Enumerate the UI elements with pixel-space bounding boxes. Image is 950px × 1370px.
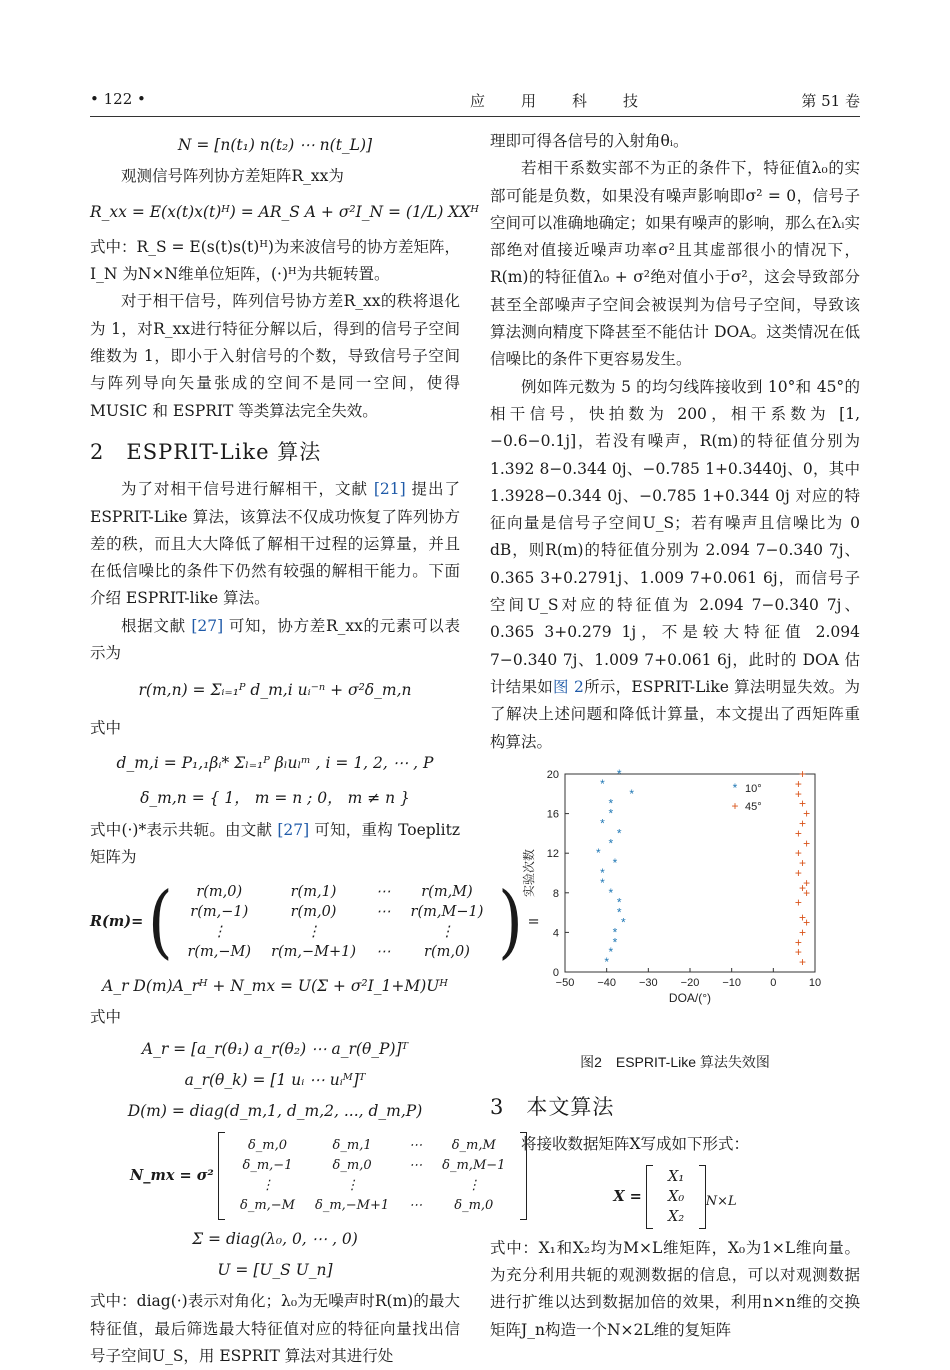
data-point-45deg: + xyxy=(803,806,811,821)
data-point-10deg: * xyxy=(600,776,605,791)
data-point-45deg: + xyxy=(794,895,802,910)
data-point-10deg: * xyxy=(608,796,614,811)
figure-2-chart xyxy=(490,762,860,1047)
data-point-10deg: * xyxy=(600,816,605,831)
paragraph-coherent: 对于相干信号，阵列信号协方差R_xx的秩将退化为 1，对R_xx进行特征分解以后，得到的信号子空间维数为 1，即小于入射信号的个数，导致信号子空间与阵列导向矢量张成的空间不是同一空间，使得 MUSIC 和 ESPRIT 等类算法完全失效。 xyxy=(90,292,460,420)
citation-27[interactable]: [27] xyxy=(191,616,224,635)
paragraph-negative-eigen: 若相干系数实部不为正的条件下，特征值λ₀的实部可能是负数，如果没有噪声影响即σ² = 0，信号子空间可以准确地确定；如果有噪声的影响，那么在λᵢ实部绝对值接近噪声功率σ²且其虚部很小的情况下，R(m)的特征值λ₀ + σ²绝对值小于σ²，这会导致部分甚至全部噪声子空间会被误判为信号子空间，导致该算法测向精度下降甚至不能估计 DOA。这类情况在低信噪比的条件下更容易发生。 xyxy=(490,159,860,369)
data-point-45deg: + xyxy=(798,796,807,811)
scatter-plot xyxy=(490,762,860,1012)
y-tick-label: 4 xyxy=(552,927,559,940)
matrix-x-table: X₁ X₀ X₂ xyxy=(668,1168,685,1225)
paragraph-covariance-intro: 观测信号阵列协方差矩阵R_xx为 xyxy=(121,167,344,186)
data-point-10deg: * xyxy=(608,885,614,900)
matrix-x xyxy=(490,1165,860,1229)
x-tick-label: −40 xyxy=(597,976,617,989)
citation-21[interactable]: [21] xyxy=(373,480,406,499)
legend-marker: * xyxy=(732,780,738,795)
paragraph-ref27: 根据文献 [27] 可知，协方差R_xx的元素可以表示为 xyxy=(90,616,460,663)
y-tick-label: 0 xyxy=(552,966,559,979)
data-point-45deg: + xyxy=(794,786,802,801)
section-heading-2: 2 ESPRIT-Like 算法 xyxy=(90,439,322,464)
data-point-10deg: * xyxy=(629,786,635,801)
matrix-toeplitz-label: R(m)= xyxy=(90,913,144,931)
equation-u: U = [U_S U_n] xyxy=(217,1260,333,1279)
x-tick-label: 0 xyxy=(770,976,777,989)
equation-covariance: R_xx = E(x(t)x(t)ᴴ) = AR_S A + σ²I_N = (1/L) XXᴴ xyxy=(90,202,479,221)
data-point-10deg: * xyxy=(608,806,614,821)
data-point-45deg: + xyxy=(803,885,811,900)
journal-title: 应 用 科 技 xyxy=(470,92,641,110)
paragraph-where-rs: 式中：R_S = E(s(t)s(t)ᴴ)为来波信号的协方差矩阵，I_N 为N×N维单位矩阵，(·)ᴴ为共轭转置。 xyxy=(90,237,460,284)
equation-delta: δ_m,n = { 1， m = n ; 0， m ≠ n } xyxy=(140,789,410,808)
y-tick-label: 16 xyxy=(546,808,559,821)
y-tick-label: 12 xyxy=(546,848,559,861)
data-point-45deg: + xyxy=(794,865,802,880)
matrix-toeplitz: R(m)= ( r(m,0) r(m,1) ⋯ r(m,M) r(m,−1) r(m,0) ⋯ r(m,M−1) ⋮ ⋮ ⋮ r(m,−M) r(m,−M+1) ⋯ r(m,0) ) = xyxy=(90,875,540,969)
x-tick-label: −10 xyxy=(722,976,742,989)
data-point-45deg: + xyxy=(803,875,811,890)
matrix-nmx-label: N_mx = σ² xyxy=(130,1166,214,1184)
data-point-45deg: + xyxy=(794,826,802,841)
data-point-45deg: + xyxy=(794,935,802,950)
legend-label: 10° xyxy=(745,782,762,795)
x-tick-label: 10 xyxy=(808,976,822,989)
data-point-45deg: + xyxy=(803,915,811,930)
matrix-x-label: X = xyxy=(613,1187,642,1205)
header-rule xyxy=(90,116,860,117)
citation-27-b[interactable]: [27] xyxy=(277,820,310,839)
data-point-10deg: * xyxy=(604,954,610,969)
data-point-45deg: + xyxy=(798,910,807,925)
paragraph-toeplitz: 式中(·)*表示共轭。由文献 [27] 可知，重构 Toeplitz 矩阵为 xyxy=(90,820,460,866)
data-point-45deg: + xyxy=(803,836,811,851)
paragraph-diag: 式中：diag(·)表示对角化；λ₀为无噪声时R(m)的最大特征值，最后筛选最大特征值对应的特征向量找出信号子空间U_S，用 ESPRIT 算法对其进行处 xyxy=(90,1292,460,1365)
matrix-nmx-table: δ_m,0 δ_m,1 ⋯ δ_m,M δ_m,−1 δ_m,0 ⋯ δ_m,M−1 ⋮ ⋮ ⋮ δ_m,−M δ_m,−M+1 ⋯ δ_m,0 xyxy=(240,1137,506,1213)
data-point-10deg: * xyxy=(608,836,614,851)
x-tick-label: −50 xyxy=(555,976,575,989)
data-point-45deg: + xyxy=(798,880,807,895)
legend-marker: + xyxy=(731,798,739,813)
legend-label: 45° xyxy=(745,800,762,813)
data-point-10deg: * xyxy=(608,945,614,960)
equation-ar-matrix: A_r = [a_r(θ₁) a_r(θ₂) ⋯ a_r(θ_P)]ᵀ xyxy=(141,1039,409,1058)
equation-dm: D(m) = diag(d_m,1, d_m,2, ..., d_m,P) xyxy=(127,1102,423,1121)
equation-d-mi: d_m,i = P₁,₁βᵢ* Σₗ₌₁ᴾ βₗuₗᵐ , i = 1, 2, ⋯ , P xyxy=(116,753,434,772)
right-column xyxy=(490,128,860,1344)
data-point-10deg: * xyxy=(612,925,618,940)
matrix-toeplitz-table: r(m,0) r(m,1) ⋯ r(m,M) r(m,−1) r(m,0) ⋯ r(m,M−1) ⋮ ⋮ ⋮ r(m,−M) r(m,−M+1) ⋯ r(m,0) xyxy=(187,884,484,961)
x-tick-label: −20 xyxy=(680,976,700,989)
label-where-2: 式中 xyxy=(90,1008,122,1027)
data-point-45deg: + xyxy=(798,925,807,940)
data-point-10deg: * xyxy=(600,875,605,890)
equation-r-mn: r(m,n) = Σᵢ₌₁ᴾ d_m,i uᵢ⁻ⁿ + σ²δ_m,n xyxy=(138,681,412,700)
y-axis-label: 实验次数 xyxy=(522,848,536,897)
y-tick-label: 20 xyxy=(546,768,559,781)
data-point-10deg: * xyxy=(616,905,622,920)
figure-2-link[interactable]: 图 2 xyxy=(553,677,584,696)
data-point-45deg: + xyxy=(798,766,807,781)
matrix-nmx xyxy=(130,1132,506,1220)
data-point-10deg: * xyxy=(616,895,622,910)
data-point-45deg: + xyxy=(794,846,802,861)
data-point-45deg: + xyxy=(794,945,802,960)
data-point-45deg: + xyxy=(798,816,807,831)
x-axis-label: DOA/(°) xyxy=(668,990,712,1005)
data-point-45deg: + xyxy=(798,855,807,870)
data-point-10deg: * xyxy=(595,846,601,861)
data-point-10deg: * xyxy=(600,865,605,880)
label-where: 式中 xyxy=(90,718,122,737)
equation-sigma: Σ = diag(λ₀, 0, ⋯ , 0) xyxy=(192,1229,358,1248)
section-heading-3: 3 本文算法 xyxy=(490,1095,615,1120)
page-number: • 122 • xyxy=(90,90,146,108)
data-point-10deg: * xyxy=(612,855,618,870)
x-tick-label: −30 xyxy=(638,976,658,989)
paragraph-x-form: 将接收数据矩阵X写成如下形式： xyxy=(521,1135,750,1154)
figure-2-caption: 图2 ESPRIT-Like 算法失效图 xyxy=(580,1053,770,1070)
paragraph-esprit-like-intro: 为了对相干信号进行解相干，文献 [21] 提出了 ESPRIT-Like 算法，该算法不仅成功恢复了阵列协方差的秩，而且大大降低了解相干过程的运算量，并且在低信噪比的条件下仍然有较强的解相干能力。下面介绍 ESPRIT-like 算法。 xyxy=(90,480,460,608)
paragraph-where-x: 式中：X₁和X₂均为M×L维矩阵，X₀为1×L维向量。为充分利用共轭的观测数据的信息，可以对观测数据进行扩维以达到数据加倍的效果，利用n×n维的交换矩阵J_n构造一个N×2L维的复矩阵 xyxy=(490,1238,860,1339)
paragraph-example: 例如阵元数为 5 的均匀线阵接收到 10°和 45°的相干信号，快拍数为 200，相干系数为 [1, −0.6−0.1j]，若没有噪声，R(m)的特征值分别为 1.392 8−0.344 0j、−0.785 1+0.3440j、0，其中 1.3928−0.344 0j、−0.785 1+0.344 0j 对应的特征向量是信号子空间U_S；若有噪声且信噪比为 0 dB，则R(m)的特征值分别为 2.094 7−0.340 7j、0.365 3+0.2791j、1.009 7+0.061 6j，而信号子空间U_S对应的特征值为 2.094 7−0.340 7j、0.365 3+0.279 1j，不是较大特征值 2.094 7−0.340 7j、1.009 7+0.061 6j，此时的 DOA 估计结果如图 2所示，ESPRIT-Like 算法明显失效。为了解决上述问题和降低计算量，本文提出了西矩阵重构算法。 xyxy=(490,377,860,751)
data-point-45deg: + xyxy=(798,954,807,969)
y-tick-label: 8 xyxy=(552,887,559,900)
data-point-10deg: * xyxy=(616,826,622,841)
equation-ar-vector: a_r(θ_k) = [1 uᵢ ⋯ uᵢᴹ]ᵀ xyxy=(184,1071,366,1090)
volume-label: 第 51 卷 xyxy=(801,92,860,110)
data-point-10deg: * xyxy=(616,766,622,781)
matrix-x-dim: N×L xyxy=(705,1193,737,1209)
data-point-10deg: * xyxy=(620,915,626,930)
equation-noise-matrix: N = [n(t₁) n(t₂) ⋯ n(t_L)] xyxy=(177,136,373,154)
data-point-10deg: * xyxy=(612,935,618,950)
page-header xyxy=(90,90,860,114)
paragraph-continuation: 理即可得各信号的入射角θᵢ。 xyxy=(490,132,689,150)
data-point-45deg: + xyxy=(794,776,802,791)
equation-rm-decomposition: A_r D(m)A_rᴴ + N_mx = U(Σ + σ²I_1+M)Uᴴ xyxy=(102,977,448,996)
